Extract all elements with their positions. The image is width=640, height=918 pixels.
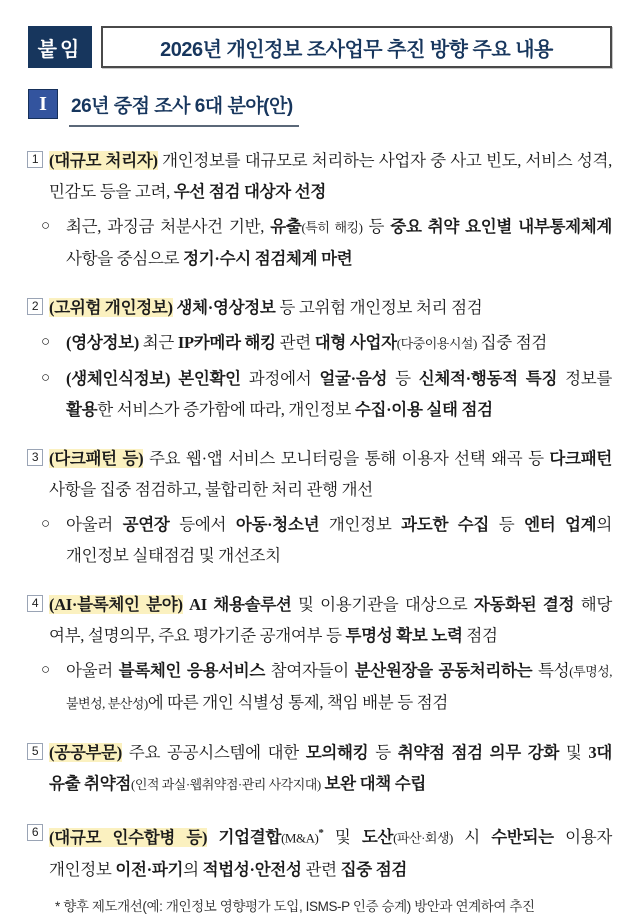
section-marker: I [28,89,58,119]
text-segment: 집중 점검 [340,859,407,879]
footnote: * 향후 제도개선(예: 개인정보 영향평가 도입, ISMS-P 인증 승계) 방안과 연계하여 추진 [55,898,535,914]
text-segment: 아동·청소년 [235,515,320,534]
item-6 [28,818,612,885]
text-segment: 과도한 수집 [401,515,490,534]
section-title: 26년 중점 조사 6대 분야(안) [69,89,299,127]
text-segment: 개인정보를 대규모로 처리하는 사업자 중 사고 빈도, 서비스 성격, 민감도 등을 고려, [49,151,612,201]
text-segment: 분산원장을 공동처리하는 [354,661,533,680]
text-segment: 이용자 개인정보 [49,827,613,879]
text-segment: 블록체인 응용서비스 [118,661,266,680]
text-segment: 신체적·행동적 특징 [418,369,558,388]
text-segment: (공공부문) [49,743,122,762]
text-segment: 대형 사업자 [314,333,397,352]
text-segment: 및 이용기관을 대상으로 [291,595,474,614]
text-segment: 중요 취약 요인별 [390,217,513,236]
text-segment: (AI·블록체인 분야) [49,595,183,614]
item-2 [28,292,612,425]
boxed-number-icon: 3 [27,449,43,466]
text-segment: 참여자들이 [265,661,355,680]
text-segment: 정보를 [557,369,612,388]
text-segment: 아울러 [66,661,119,680]
bullet-circle-icon: ○ [41,218,50,234]
text-segment: 투명성 확보 노력 [345,626,463,645]
text-segment: 아울러 [66,515,123,534]
text-segment: IP카메라 해킹 [177,333,276,352]
text-segment: (M&A) [281,830,319,846]
title-box [101,26,612,68]
text-segment: (영상정보) [66,333,139,352]
item-5 [28,737,612,800]
text-segment: 집중 점검 [476,333,548,352]
text-segment: 주요 공공시스템에 대한 [121,743,306,762]
text-segment: 모의해킹 [305,743,369,762]
text-segment: 의 개인정보 실태점검 및 개선조치 [66,515,612,565]
text-segment: 활용 [66,400,98,419]
item-bullet [41,211,612,274]
text-segment: 한 서비스가 증가함에 따라, 개인정보 [97,400,355,419]
text-segment: (다크패턴 등) [49,449,144,468]
text-segment: 및 [559,743,589,762]
text-segment: 사항을 중심으로 [66,249,184,268]
text-segment: AI 채용솔루션 [189,595,292,614]
text-segment: 과정에서 [240,369,320,388]
item-lead [28,737,612,800]
text-segment: 등 [387,369,419,388]
bullet-circle-icon: ○ [41,370,50,386]
text-segment: 등 [489,515,525,534]
text-segment: 기업결합 [218,827,282,847]
text-segment: 등 고위험 개인정보 처리 점검 [275,298,483,317]
text-segment: 내부통제체계 [518,217,613,236]
item-bullet [41,509,612,571]
text-segment: 사항을 집중 점검하고, 불합리한 처리 관행 개선 [49,480,373,499]
text-segment: (대규모 처리자) [49,151,158,170]
text-segment: 수반되는 [491,827,554,847]
item-bullet [41,363,612,425]
text-segment: 등 [368,743,398,762]
item-lead [28,145,612,207]
item-bullet [41,327,612,359]
text-segment: 해당 여부, 설명의무, 주요 평가기준 공개여부 등 [49,595,612,645]
text-segment: 특성 [532,661,570,680]
text-segment: (고위험 개인정보) [49,298,173,317]
text-segment: 얼굴·음성 [319,369,388,388]
bullet-circle-icon: ○ [41,334,50,350]
item-lead [28,443,612,505]
text-segment: 보완 대책 수립 [324,774,426,793]
text-segment: (대규모 인수합병 등) [49,827,208,847]
text-segment: 다크패턴 [549,449,612,468]
boxed-number-icon: 6 [27,824,43,841]
text-segment: 및 [323,827,362,847]
text-segment: 수집·이용 실태 점검 [354,400,493,419]
text-segment: 등 [362,217,391,236]
text-segment: 적법성·안전성 [202,859,302,879]
text-segment: 등에서 [169,515,236,534]
text-segment: 본인확인 [178,369,241,388]
text-segment [207,828,218,847]
text-segment: 자동화된 결정 [473,595,575,614]
boxed-number-icon: 1 [27,151,43,168]
text-segment: 최근 [138,333,178,352]
section-header [28,89,612,127]
text-segment: 이전·파기 [115,859,184,879]
attachment-badge: 붙임 [28,26,92,68]
text-segment: (투명성, 불변성, 분산성) [66,664,612,711]
text-segment: 의 [183,859,203,879]
text-segment: (인적 과실·웹취약점·관리 사각지대) [131,777,321,792]
text-segment: 시 [452,827,492,847]
bullet-circle-icon: ○ [41,516,50,532]
text-segment: 최근, 과징금 처분사건 기반, [66,217,271,236]
text-segment: * [318,827,324,839]
text-segment: 주요 웹·앱 서비스 모니터링을 통해 이용자 선택 왜곡 등 [143,449,550,468]
boxed-number-icon: 5 [27,743,43,760]
text-segment: (파산·회생) [393,830,453,846]
text-segment: 개인정보 [319,515,402,534]
text-segment: 에 따른 개인 식별성 통제, 책임 배분 등 점검 [147,693,448,712]
item-4 [28,589,612,719]
text-segment: 유출 [270,217,302,236]
item-lead [28,589,612,651]
text-segment: 우선 점검 대상자 선정 [173,182,327,201]
text-segment: (생체인식정보) [66,369,171,388]
text-segment: (다중이용시설) [396,336,477,351]
text-segment: 도산 [361,827,394,847]
text-segment: (특히 해킹) [301,220,363,235]
item-3 [28,443,612,571]
document-title: 2026년 개인정보 조사업무 추진 방향 주요 내용 [160,38,553,61]
item-1 [28,145,612,274]
text-segment: 관련 [301,859,341,879]
text-segment: 취약점 점검 의무 강화 [397,743,560,762]
text-segment: 정기·수시 점검체계 마련 [183,249,353,268]
text-segment: 엔터 업계 [524,515,597,534]
item-bullet [41,655,612,719]
document-header [28,26,612,68]
boxed-number-icon: 4 [27,595,43,612]
bullet-circle-icon: ○ [41,662,50,678]
item-lead [28,292,612,323]
text-segment: 생체·영상정보 [176,298,276,317]
boxed-number-icon: 2 [27,298,43,315]
text-segment: 3대 유출 취약점 [49,743,612,793]
item-lead [28,818,612,885]
items-container [28,145,612,885]
text-segment: 공연장 [122,515,170,534]
text-segment: 관련 [275,333,315,352]
text-segment: 점검 [462,626,498,645]
